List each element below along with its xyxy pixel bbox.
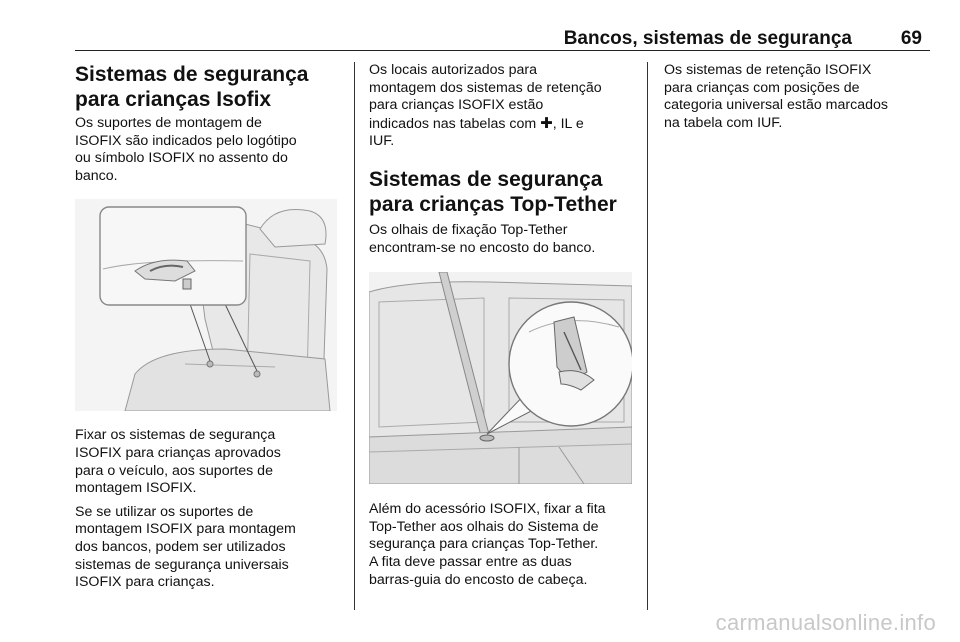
column-1 (75, 62, 337, 592)
header-title: Bancos, sistemas de segurança (563, 28, 852, 49)
isofix-heading-line2: para crianças Isofix (75, 88, 272, 111)
top-tether-para2: Além do acessório ISOFIX, fixar a fita Top-Tether aos olhais do Sistema de segurança para crianças Top-Tether. A fita deve passar entre as duas barras-guia do encosto de cabeça. (369, 501, 606, 588)
isofix-para2: Se se utilizar os suportes de montagem ISOFIX para montagem dos bancos, podem ser utilizados sistemas de segurança universais ISOFIX para crianças. (75, 503, 296, 591)
column-3 (664, 62, 924, 132)
watermark: carmanualsonline.info (715, 610, 936, 635)
column-divider-1 (354, 62, 355, 610)
plus-icon: ✚ (540, 114, 553, 132)
isofix-heading (75, 62, 337, 112)
column-2 (369, 62, 633, 589)
header-rule (75, 50, 930, 51)
column-divider-2 (647, 62, 648, 610)
isofix-seat-illustration (75, 199, 337, 411)
isofix-intro: Os suportes de montagem de ISOFIX são indicados pelo logótipo ou símbolo ISOFIX no assento do banco. (75, 115, 297, 184)
isofix-para1: Fixar os sistemas de segurança ISOFIX para crianças aprovados para o veículo, aos suportes de montagem ISOFIX. (75, 427, 281, 497)
top-tether-heading-line1: Sistemas de segurança (369, 167, 603, 191)
top-tether-svg (369, 272, 632, 484)
page-number: 69 (900, 28, 922, 49)
isofix-heading-line1: Sistemas de segurança (75, 63, 309, 86)
top-tether-illustration (369, 272, 632, 484)
page-header (75, 28, 930, 52)
isofix-seat-svg (75, 199, 337, 411)
top-tether-para1: Os olhais de fixação Top-Tether encontram-se no encosto do banco. (369, 221, 596, 256)
iuf-text: Os sistemas de retenção ISOFIX para crianças com posições de categoria universal estão marcados na tabela com IUF. (664, 62, 888, 131)
authorized-locations-text: Os locais autorizados para montagem dos sistemas de retenção para crianças ISOFIX estão indicados nas tabelas com ✚, IL e IUF. (369, 62, 602, 150)
top-tether-heading-line2: para crianças Top-Tether (369, 192, 617, 216)
top-tether-heading (369, 167, 633, 217)
